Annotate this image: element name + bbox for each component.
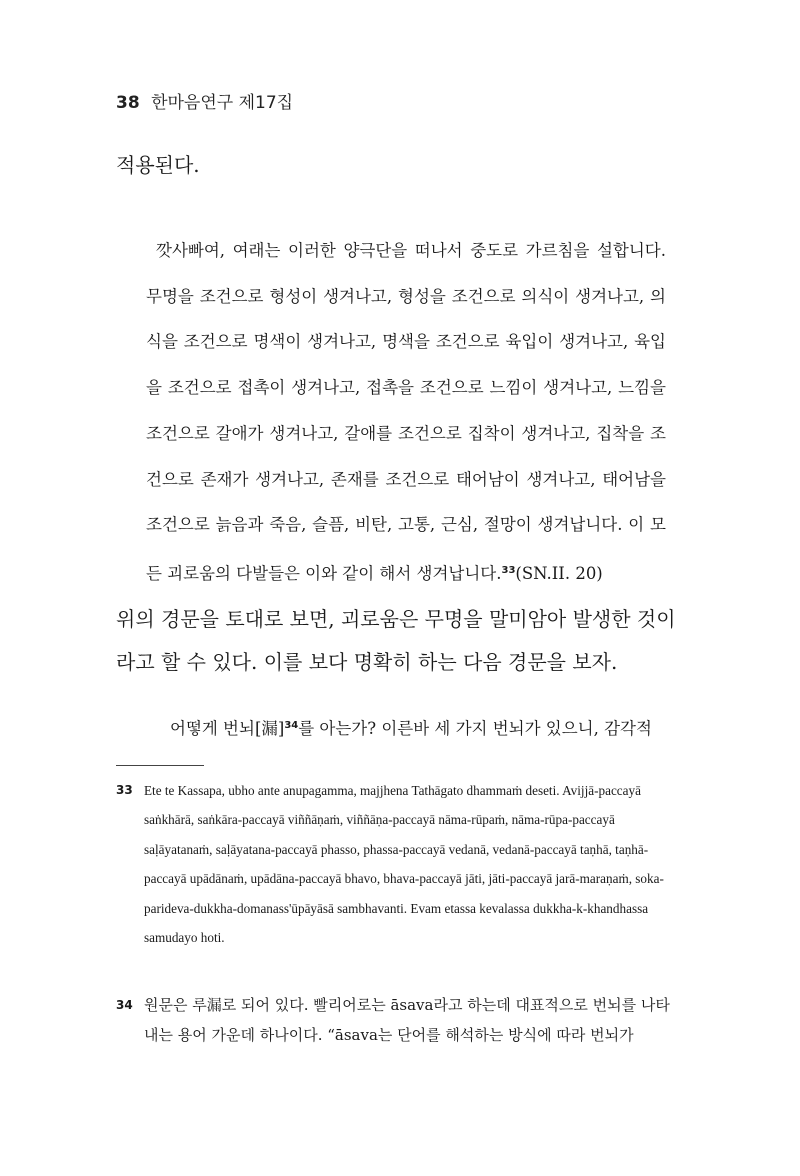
footnote-ref-34[interactable]: 34	[284, 720, 299, 731]
quote-2-text-after: 를 아는가? 이른바 세 가지 번뇌가 있으니, 감각적	[298, 719, 652, 738]
footnote-34	[116, 990, 682, 1050]
quote-1-citation: (SN.II. 20)	[515, 563, 603, 583]
footnote-text: 원문은 루漏로 되어 있다. 빨리어로는 āsava라고 하는데 대표적으로 번뇌를 나타내는 용어 가운데 하나이다. “āsava는 단어를 해석하는 방식에 따라 번뇌가	[144, 996, 670, 1044]
footnote-divider	[116, 765, 204, 766]
footnote-33	[116, 776, 682, 952]
sutta-quote-2	[170, 713, 680, 742]
intro-paragraph: 적용된다.	[116, 153, 200, 177]
quote-2-text-before: 어떻게 번뇌[漏]	[170, 719, 285, 738]
body-paragraph: 위의 경문을 토대로 보면, 괴로움은 무명을 말미암아 발생한 것이라고 할 수 있다. 이를 보다 명확히 하는 다음 경문을 보자.	[116, 607, 676, 674]
footnote-number: 33	[116, 783, 133, 797]
footnote-text: Ete te Kassapa, ubho ante anupagamma, majjhena Tathāgato dhammaṁ deseti. Avijjā-paccayā saṅkhārā, saṅkāra-paccayā viññāṇaṁ, viññāṇa-paccayā nāma-rūpaṁ, nāma-rūpa-paccayā saḷāyatanaṁ, saḷāyatana-paccayā phasso, phassa-paccayā vedanā, vedanā-paccayā taṇhā, taṇhā-paccayā upādānaṁ, upādāna-paccayā bhavo, bhava-paccayā jāti, jāti-paccayā jarā-maraṇaṁ, soka-parideva-dukkha-domanass'ūpāyāsā sambhavanti. Evam etassa kevalassa dukkha-k-khandhassa samudayo hoti.	[144, 783, 664, 946]
journal-title: 한마음연구 제17집	[151, 93, 294, 113]
quote-1-text: 깟사빠여, 여래는 이러한 양극단을 떠나서 중도로 가르침을 설합니다. 무명을 조건으로 형성이 생겨나고, 형성을 조건으로 의식이 생겨나고, 의식을 조건으로 명색이 생겨나고, 명색을 조건으로 육입이 생겨나고, 육입을 조건으로 접촉이 생겨나고, 접촉을 조건으로 느낌이 생겨나고, 느낌을 조건으로 갈애가 생겨나고, 갈애를 조건으로 집착이 생겨나고, 집착을 조건으로 존재가 생겨나고, 존재를 조건으로 태어남이 생겨나고, 태어남을 조건으로 늙음과 죽음, 슬픔, 비탄, 고통, 근심, 절망이 생겨납니다. 이 모든 괴로움의 다발들은 이와 같이 해서 생겨납니다.	[146, 241, 666, 583]
footnote-ref-33[interactable]: 33	[501, 564, 516, 576]
running-header	[116, 88, 293, 113]
footnote-number: 34	[116, 998, 133, 1012]
page-number: 38	[116, 93, 140, 113]
sutta-quote-1	[146, 228, 666, 597]
